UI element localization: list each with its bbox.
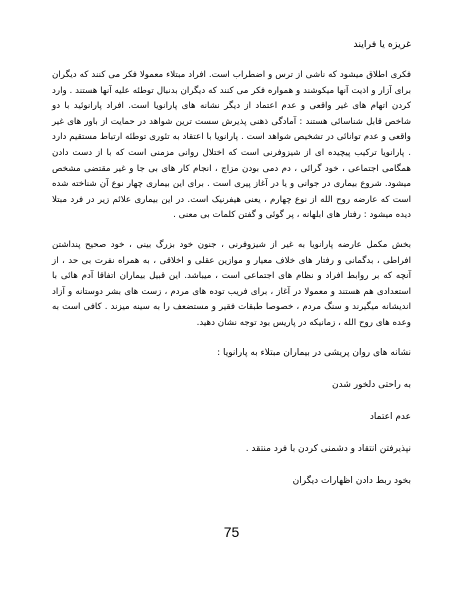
symptom-item: نپذیرفتن انتقاد و دشمنی کردن با فرد منتقد . (245, 443, 411, 454)
symptoms-intro: نشانه های روان پریشی در بیماران مبتلاء به پارانویا : (217, 347, 411, 358)
symptom-item: به راحتی دلخور شدن (332, 379, 411, 390)
paragraph-complement: بخش مکمل عارضه پارانویا به غیر از شیزوفرنی ، جنون خود بزرگ بینی ، خود صحیح پنداشتن افراطی ، بدگمانی و رفتار های خلاف معیار و موازین عقلی و اخلاقی ، به همراه نفرت بی حد ، از آنچه که بر روابط افراد و نظام های اجتماعی است ، میباشد. این قبیل بیماران اتفاقا آدم هائی با استعدادی هم هستند و معمولا در آغاز ، برای فریب توده های مردم ، زست های بشر دوستانه و آزاد اندیشانه میگیرند و سنگ مردم ، خصوصا طبقات فقیر و مستضعف را به سینه میزند . کافی است به وعده های روح الله ، زمانیکه در پاریس بود توجه نشان دهید. (52, 239, 411, 328)
paragraph-definition: فکری اطلاق میشود که ناشی از ترس و اضطراب است. افراد مبتلاء معمولا فکر می کنند که دیگران برای آزار و اذیت آنها میکوشند و همواره فکر می کنند که دیگران بدنبال توطئه علیه آنها هستند . وارد کردن اتهام های غیر واقعی و عدم اعتماد از دیگر نشانه های پارانویا است. افراد پارانوئید با دو شاخص قابل شناسائی هستند : آمادگی ذهنی پذیرش سست ترین شواهد در حمایت از باور های غیر واقعی و عدم توانائی در تشخیص شواهد است . پارانویا با اعتقاد به تئوری توطئه ارتباط مستقیم دارد . پارانویا ترکیب پیچیده ای از شیزوفرنی است که اختلال روانی مزمنی است که با از دست دادن همگامی اجتماعی ، خود گرائی ، دم دمی بودن مزاج ، انجام کار های بی جا و غیر مقتضی مشخص میشود. شروع بیماری در جوانی و یا در آغاز پیری است . برای این بیماری چهار نوع آن شناخته شده است که عارضه روح الله از نوع چهارم ، یعنی هیفرنیک است. در این بیماری علائم زیر در فرد مبتلا دیده میشود : رفتار های ابلهانه ، پر گوئی و گفتن کلمات بی معنی . (52, 70, 411, 221)
page-number: 75 (223, 524, 240, 540)
symptom-item: بخود ربط دادن اظهارات دیگران (292, 475, 411, 486)
section-heading: غریزه یا فرایند (353, 39, 411, 50)
symptom-item: عدم اعتماد (369, 411, 411, 422)
symptoms-list (52, 378, 411, 488)
